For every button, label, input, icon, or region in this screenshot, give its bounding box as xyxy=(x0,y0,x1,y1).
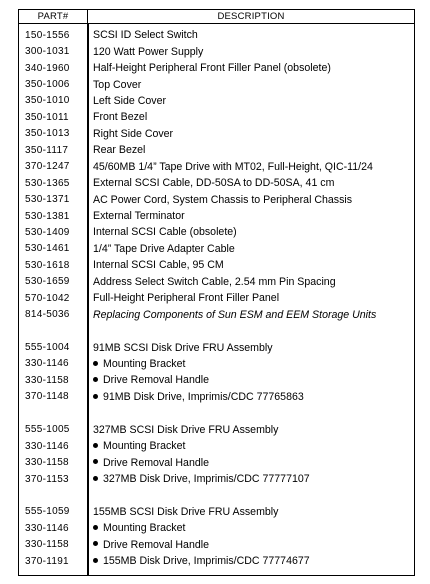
description-cell xyxy=(88,506,278,518)
description-cell xyxy=(88,161,373,173)
description-cell xyxy=(88,226,237,238)
table-row xyxy=(19,290,414,306)
part-number-cell: 370-1191 xyxy=(25,555,69,567)
description-cell xyxy=(88,292,279,304)
table-row xyxy=(19,241,414,257)
description-text: Left Side Cover xyxy=(93,94,167,107)
table-row xyxy=(19,306,414,322)
table-row xyxy=(19,109,414,125)
part-number-cell: 555-1059 xyxy=(25,506,70,518)
table-row xyxy=(19,356,414,372)
description-text: SCSI ID Select Switch xyxy=(93,29,198,42)
description-cell xyxy=(88,555,310,567)
description-text: 155MB Disk Drive, Imprimis/CDC 77774677 xyxy=(103,555,310,568)
part-number-cell: 530-1461 xyxy=(25,243,70,255)
description-cell xyxy=(88,95,166,107)
bullet-icon xyxy=(93,377,98,382)
table-row xyxy=(19,175,414,191)
table-row xyxy=(19,27,414,43)
part-number-cell: 530-1365 xyxy=(25,177,70,189)
description-text: 1/4” Tape Drive Adapter Cable xyxy=(93,242,235,255)
part-number-cell: 330-1146 xyxy=(25,522,69,534)
description-text: Mounting Bracket xyxy=(103,357,186,370)
description-cell xyxy=(88,210,185,222)
table-body xyxy=(19,24,414,575)
bullet-icon xyxy=(93,361,98,366)
bullet-icon xyxy=(93,558,98,563)
description-cell xyxy=(88,539,209,551)
table-row xyxy=(19,257,414,273)
part-number-cell: 555-1005 xyxy=(25,424,70,436)
part-number-cell: 370-1148 xyxy=(25,391,69,403)
description-cell xyxy=(88,62,331,74)
part-number-cell: 330-1158 xyxy=(25,539,69,551)
description-text: 91MB Disk Drive, Imprimis/CDC 77765863 xyxy=(103,390,304,403)
description-cell xyxy=(88,342,273,354)
description-text: Front Bezel xyxy=(93,111,148,124)
description-text: Internal SCSI Cable, 95 CM xyxy=(93,259,224,272)
description-text: Mounting Bracket xyxy=(103,522,186,535)
part-number-cell: 300-1031 xyxy=(25,46,70,58)
part-number-cell: 330-1146 xyxy=(25,358,69,370)
description-cell xyxy=(88,177,334,189)
description-text: Top Cover xyxy=(93,78,142,91)
description-text: 91MB SCSI Disk Drive FRU Assembly xyxy=(93,341,273,354)
description-cell xyxy=(88,111,147,123)
table-row xyxy=(19,142,414,158)
description-text: 327MB Disk Drive, Imprimis/CDC 77777107 xyxy=(103,473,310,486)
bullet-icon xyxy=(93,394,98,399)
description-text: 45/60MB 1/4” Tape Drive with MT02, Full-Height, QIC-11/24 xyxy=(93,160,373,173)
description-cell xyxy=(88,243,235,255)
description-cell xyxy=(88,391,304,403)
part-number-cell: 330-1158 xyxy=(25,457,69,469)
table-row xyxy=(19,372,414,388)
table-row xyxy=(19,422,414,438)
description-text: Right Side Cover xyxy=(93,127,174,140)
part-number-cell: 150-1556 xyxy=(25,29,70,41)
bullet-icon xyxy=(93,459,98,464)
part-number-cell: 340-1960 xyxy=(25,62,70,74)
description-text: External Terminator xyxy=(93,210,185,223)
part-number-column-header: PART# xyxy=(19,10,88,23)
description-text: Replacing Components of Sun ESM and EEM Storage Units xyxy=(93,308,377,321)
description-text: External SCSI Cable, DD-50SA to DD-50SA, 41 cm xyxy=(93,177,335,190)
description-text: Full-Height Peripheral Front Filler Panel xyxy=(93,292,280,305)
part-number-cell: 330-1146 xyxy=(25,440,69,452)
description-cell xyxy=(88,276,336,288)
part-number-cell: 555-1004 xyxy=(25,342,70,354)
table-row xyxy=(19,191,414,207)
part-number-cell: 350-1010 xyxy=(25,95,70,107)
table-row xyxy=(19,224,414,240)
part-number-cell: 530-1659 xyxy=(25,276,70,288)
table-row xyxy=(19,93,414,109)
description-cell xyxy=(88,358,185,370)
table-row xyxy=(19,438,414,454)
description-text: 155MB SCSI Disk Drive FRU Assembly xyxy=(93,505,279,518)
part-number-cell: 370-1153 xyxy=(25,473,69,485)
table-row xyxy=(19,454,414,470)
table-row xyxy=(19,471,414,487)
description-cell xyxy=(88,144,145,156)
description-text: Rear Bezel xyxy=(93,144,146,157)
description-cell xyxy=(88,440,185,452)
description-text: Internal SCSI Cable (obsolete) xyxy=(93,226,237,239)
table-row xyxy=(19,537,414,553)
description-text: Drive Removal Handle xyxy=(103,374,209,387)
part-number-cell: 370-1247 xyxy=(25,161,70,173)
description-cell xyxy=(88,374,209,386)
table-row xyxy=(19,274,414,290)
description-text: Address Select Switch Cable, 2.54 mm Pin Spacing xyxy=(93,275,336,288)
description-cell xyxy=(88,457,209,469)
part-number-cell: 350-1013 xyxy=(25,128,70,140)
bullet-icon xyxy=(93,525,98,530)
table-row xyxy=(19,553,414,569)
row-spacer xyxy=(19,487,414,503)
table-row xyxy=(19,339,414,355)
description-text: Half-Height Peripheral Front Filler Panel (obsolete) xyxy=(93,62,331,75)
part-number-cell: 530-1618 xyxy=(25,259,70,271)
table-row xyxy=(19,60,414,76)
description-cell xyxy=(88,29,198,41)
bullet-icon xyxy=(93,476,98,481)
part-number-cell: 570-1042 xyxy=(25,292,70,304)
part-number-cell: 814-5036 xyxy=(25,309,70,321)
table-row xyxy=(19,126,414,142)
row-spacer xyxy=(19,323,414,339)
table-row xyxy=(19,208,414,224)
part-number-cell: 350-1006 xyxy=(25,79,70,91)
part-number-cell: 530-1371 xyxy=(25,194,70,206)
description-column-header: DESCRIPTION xyxy=(217,11,285,22)
table-row xyxy=(19,520,414,536)
description-cell xyxy=(88,473,310,485)
table-row xyxy=(19,389,414,405)
description-text: Drive Removal Handle xyxy=(103,538,209,551)
part-number-cell: 350-1117 xyxy=(25,144,69,156)
bullet-icon xyxy=(93,541,98,546)
table-row xyxy=(19,504,414,520)
table-rows xyxy=(19,24,414,575)
description-cell xyxy=(88,79,141,91)
part-number-cell: 330-1158 xyxy=(25,374,69,386)
description-cell xyxy=(88,128,173,140)
description-cell xyxy=(88,424,278,436)
description-text: 327MB SCSI Disk Drive FRU Assembly xyxy=(93,423,279,436)
part-number-cell: 350-1011 xyxy=(25,111,69,123)
table-row xyxy=(19,43,414,59)
row-spacer xyxy=(19,405,414,421)
description-text: Mounting Bracket xyxy=(103,440,186,453)
part-number-cell: 530-1409 xyxy=(25,226,70,238)
bullet-icon xyxy=(93,443,98,448)
column-divider xyxy=(87,24,89,575)
description-cell xyxy=(88,46,203,58)
description-cell xyxy=(88,522,185,534)
description-text: 120 Watt Power Supply xyxy=(93,45,204,58)
description-text: AC Power Cord, System Chassis to Peripheral Chassis xyxy=(93,193,353,206)
table-row xyxy=(19,159,414,175)
part-number-cell: 530-1381 xyxy=(25,210,70,222)
parts-table xyxy=(18,9,415,576)
description-cell xyxy=(88,194,352,206)
table-header xyxy=(19,10,414,24)
description-text: Drive Removal Handle xyxy=(103,456,209,469)
description-cell xyxy=(88,259,224,271)
table-row xyxy=(19,76,414,92)
description-cell xyxy=(88,309,376,321)
